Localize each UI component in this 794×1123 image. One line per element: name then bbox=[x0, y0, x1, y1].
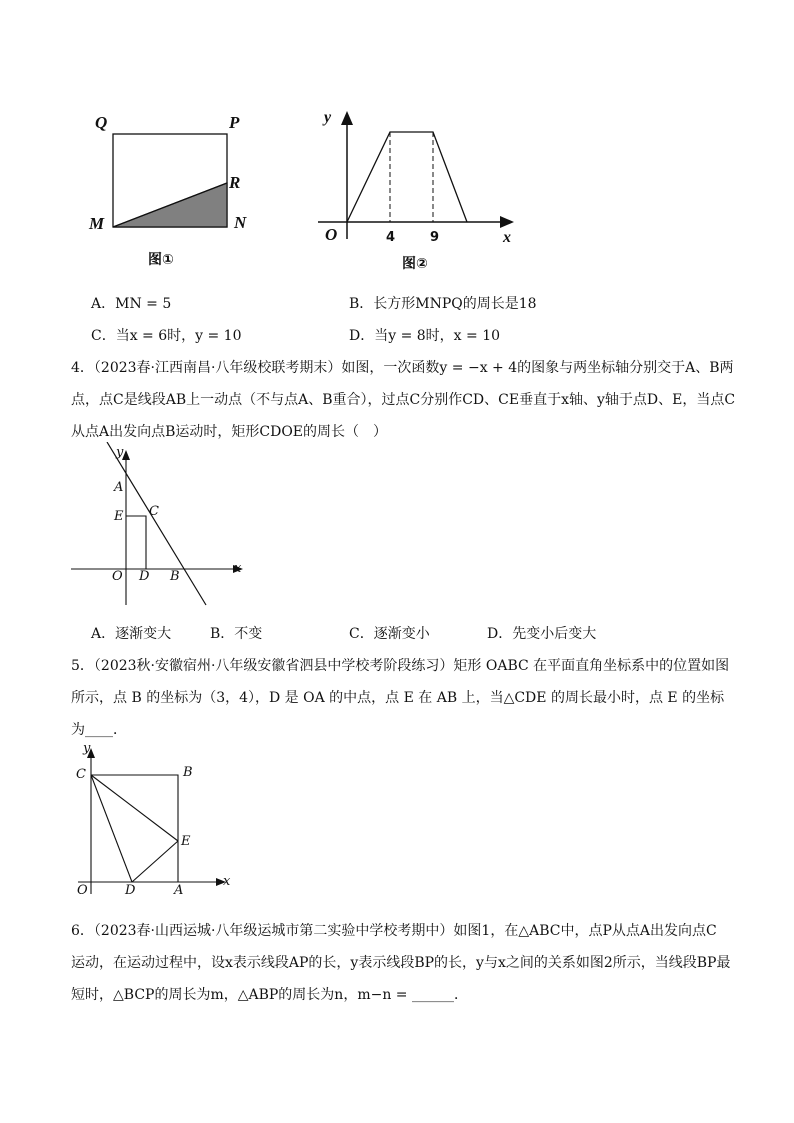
fig1-label-N: N bbox=[234, 213, 247, 232]
q4-label-D: D bbox=[139, 569, 150, 584]
q5-label-E: E bbox=[181, 834, 191, 849]
q4-option-d: D．先变小后变大 bbox=[487, 626, 597, 642]
fig2-label-x: x bbox=[503, 229, 511, 246]
q3-option-b: B．长方形MNPQ的周长是18 bbox=[349, 296, 537, 312]
q6-text-line-3: 短时，△BCP的周长为m，△ABP的周长为n，m−n = ______． bbox=[71, 987, 468, 1003]
q3-option-a: A．MN = 5 bbox=[91, 296, 172, 312]
fig1-caption: 图① bbox=[148, 252, 174, 268]
fig1-label-Q: Q bbox=[95, 113, 108, 132]
q5-figure bbox=[70, 742, 240, 902]
q4-figure bbox=[65, 442, 255, 610]
q5-label-x: x bbox=[223, 874, 231, 889]
q4-label-B: B bbox=[170, 569, 180, 584]
q4-option-c: C．逐渐变小 bbox=[349, 626, 430, 642]
fig1-label-R: R bbox=[229, 173, 241, 192]
q5-label-y: y bbox=[83, 741, 91, 756]
fig1-label-M: M bbox=[89, 214, 105, 233]
fig2-tick-9: 9 bbox=[430, 230, 440, 245]
q4-label-E: E bbox=[114, 509, 124, 524]
q3-figure-2 bbox=[310, 105, 520, 255]
q5-label-D: D bbox=[125, 883, 136, 898]
fig2-tick-4: 4 bbox=[386, 230, 396, 245]
q5-label-B: B bbox=[183, 765, 193, 780]
q4-text-line-1: 4．（2023春·江西南昌·八年级校联考期末）如图，一次函数y = −x + 4的图象与两坐标轴分别交于A、B两 bbox=[71, 360, 734, 376]
q4-label-A: A bbox=[114, 480, 124, 495]
q6-text-line-1: 6．（2023春·山西运城·八年级运城市第二实验中学校考期中）如图1，在△ABC中，点P从点A出发向点C bbox=[71, 923, 717, 939]
q5-label-O: O bbox=[77, 883, 88, 898]
q5-text-line-1: 5．（2023秋·安徽宿州·八年级安徽省泗县中学校考阶段练习）矩形 OABC 在平面直角坐标系中的位置如图 bbox=[71, 658, 730, 674]
q4-label-x: x bbox=[234, 561, 242, 576]
q3-option-d: D．当y = 8时，x = 10 bbox=[349, 328, 501, 344]
q4-label-y: y bbox=[116, 445, 124, 460]
q5-text-line-3: 为____． bbox=[71, 722, 127, 738]
q4-option-a: A．逐渐变大 bbox=[91, 626, 172, 642]
q5-label-C: C bbox=[76, 767, 86, 782]
q4-text-line-3: 从点A出发向点B运动时，矩形CDOE的周长（ ） bbox=[71, 424, 388, 440]
q5-text-line-2: 所示，点 B 的坐标为（3，4），D 是 OA 的中点，点 E 在 AB 上，当△CDE 的周长最小时，点 E 的坐标 bbox=[71, 690, 725, 706]
fig2-label-O: O bbox=[325, 225, 338, 244]
q4-option-b: B．不变 bbox=[210, 626, 263, 642]
q4-label-O: O bbox=[112, 569, 123, 584]
fig2-caption: 图② bbox=[402, 256, 428, 272]
q5-label-A: A bbox=[174, 883, 184, 898]
fig2-label-y: y bbox=[324, 109, 332, 126]
fig1-label-P: P bbox=[229, 113, 240, 132]
q4-text-line-2: 点，点C是线段AB上一动点（不与点A、B重合），过点C分别作CD、CE垂直于x轴、y轴于点D、E，当点C bbox=[71, 392, 736, 408]
q4-label-C: C bbox=[149, 504, 159, 519]
q3-option-c: C．当x = 6时，y = 10 bbox=[91, 328, 242, 344]
q6-text-line-2: 运动，在运动过程中，设x表示线段AP的长，y表示线段BP的长，y与x之间的关系如图2所示，当线段BP最 bbox=[71, 955, 731, 971]
